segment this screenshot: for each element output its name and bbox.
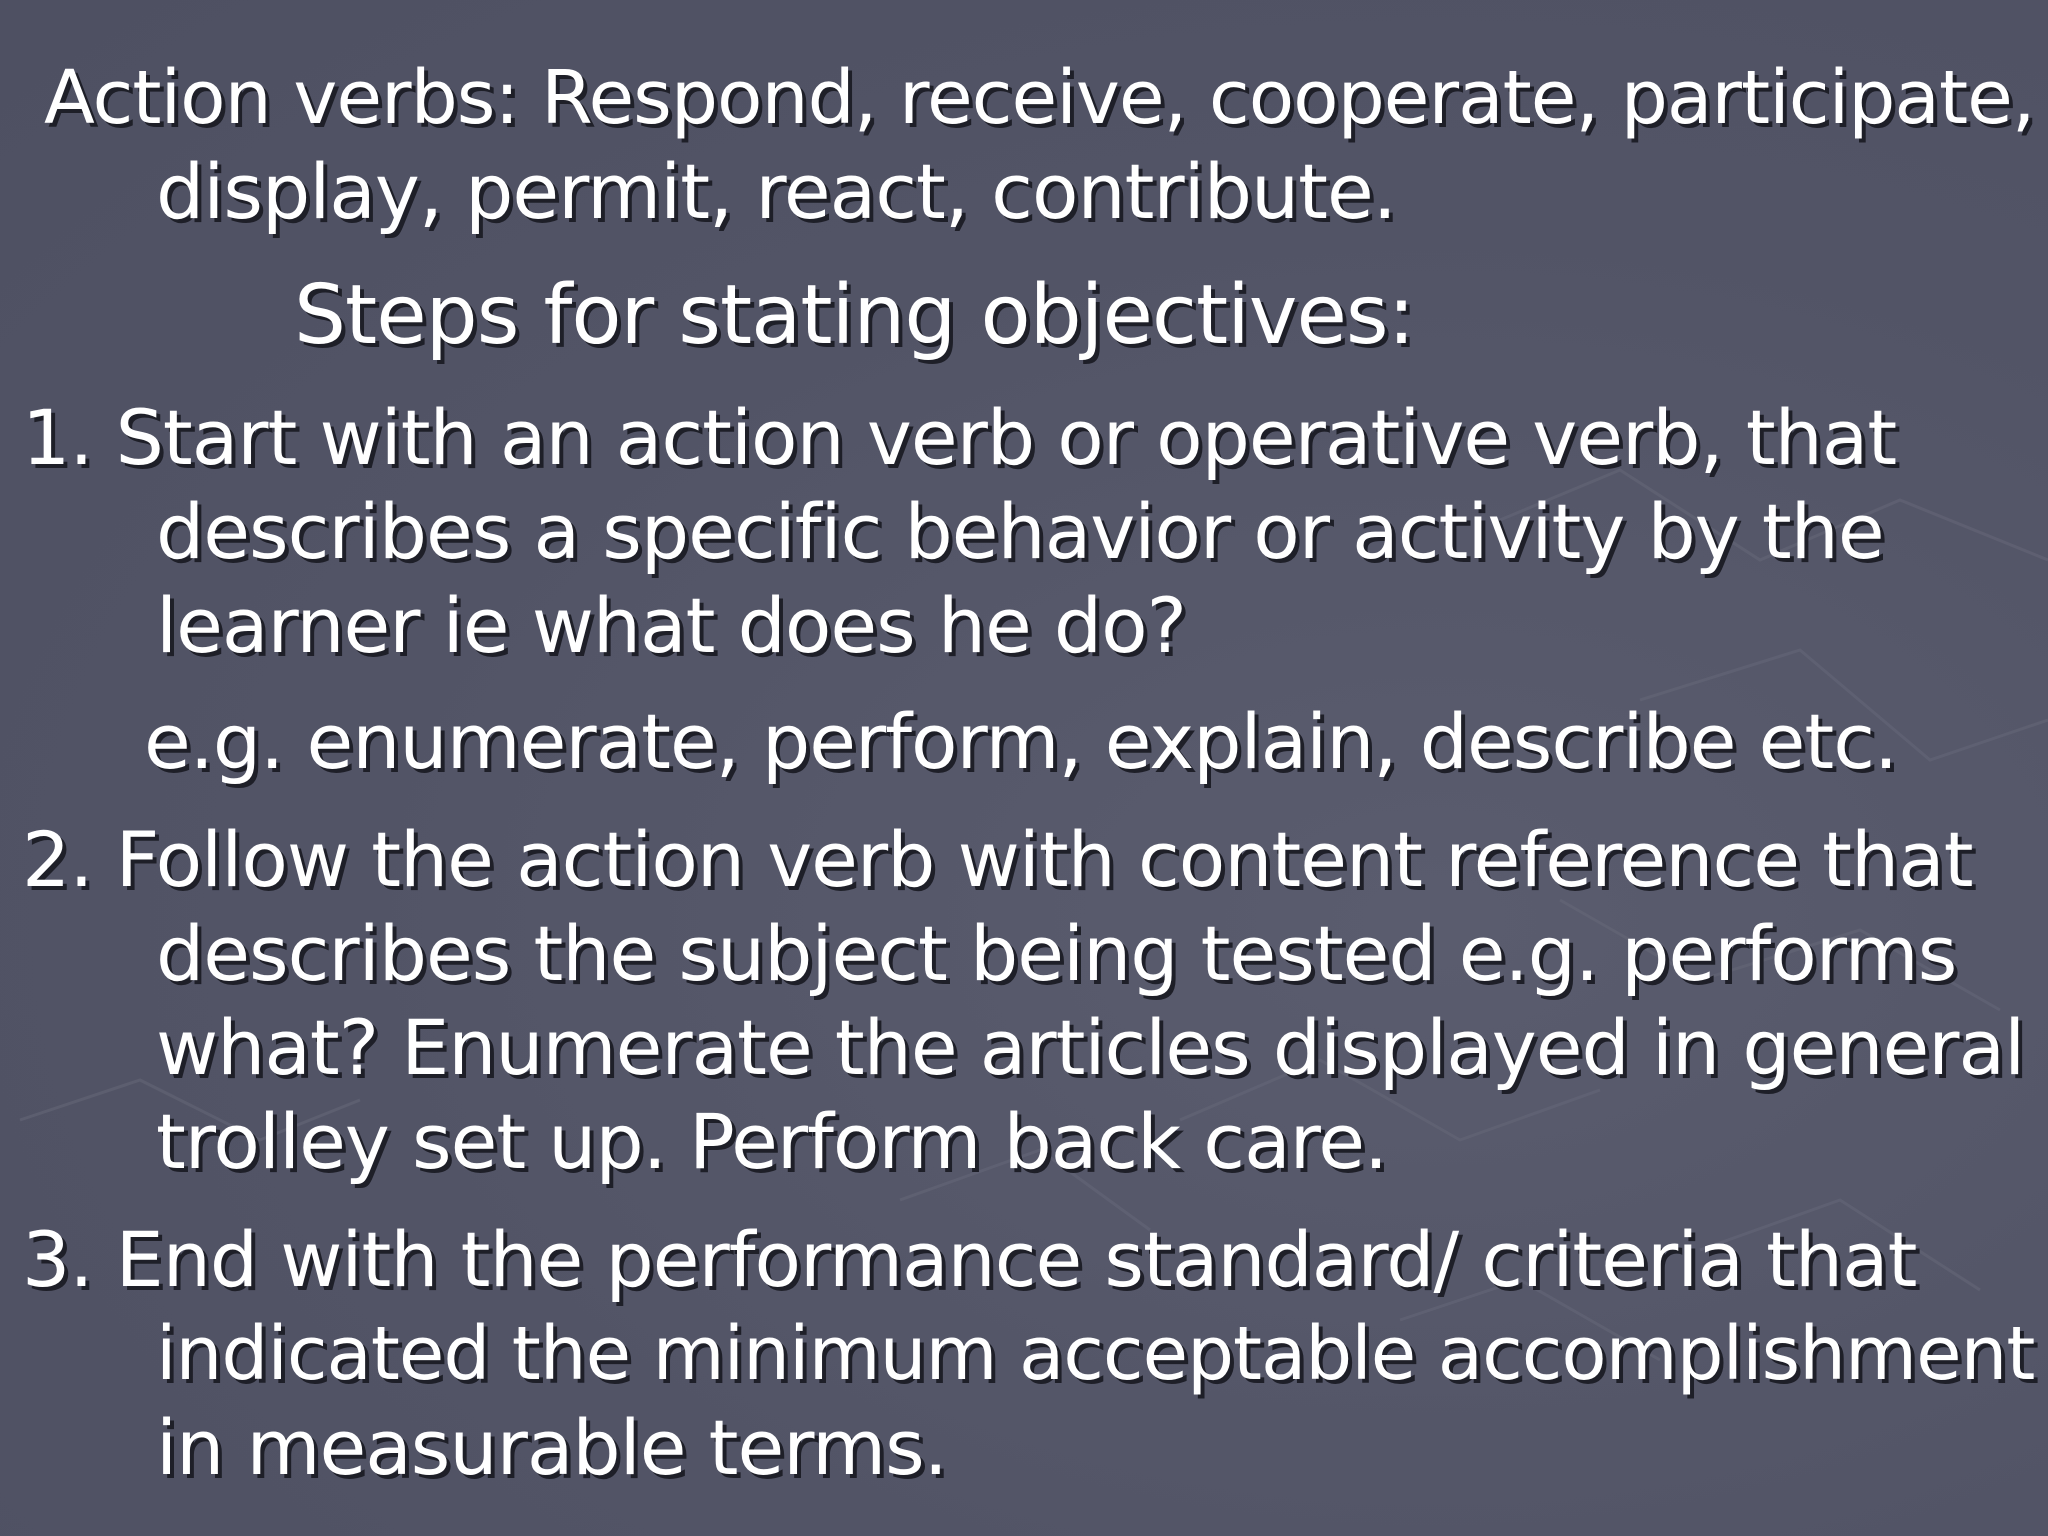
step-3-line-3: in measurable terms. [156,1403,947,1492]
intro-line-2: display, permit, react, contribute. [156,147,1396,236]
step-1-example: e.g. enumerate, perform, explain, describe etc. [144,697,1898,786]
section-heading: Steps for stating objectives: [294,268,1415,363]
intro-line-1: Action verbs: Respond, receive, cooperate, participate, [44,54,2035,141]
step-1-line-3: learner ie what does he do? [156,581,1186,670]
step-1-line-2: describes a specific behavior or activity by the [156,487,1884,576]
step-2-line-2: describes the subject being tested e.g. performs [156,909,1957,998]
step-3-line-1: 3. End with the performance standard/ criteria that [22,1215,1917,1304]
step-2-line-3: what? Enumerate the articles displayed in general [156,1003,2025,1092]
step-1-line-1: 1. Start with an action verb or operative verb, that [22,393,1897,482]
step-3-line-2: indicated the minimum acceptable accomplishment [156,1311,2035,1397]
step-2-line-4: trolley set up. Perform back care. [156,1097,1388,1186]
step-2-line-1: 2. Follow the action verb with content reference that [22,815,1973,904]
